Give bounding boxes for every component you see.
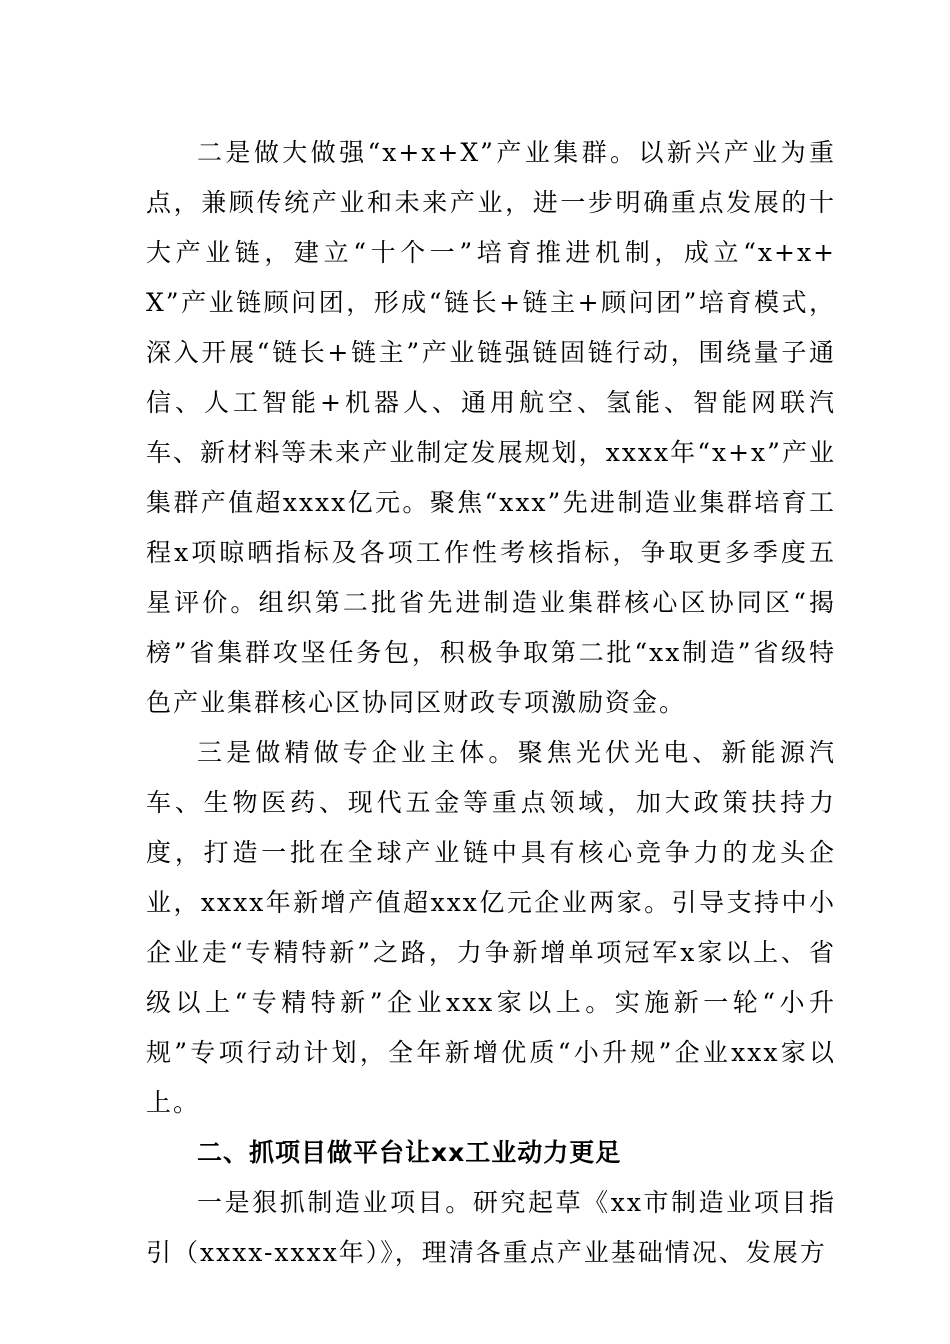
paragraph-enterprise-entities: 三是做精做专企业主体。聚焦光伏光电、新能源汽车、生物医药、现代五金等重点领域，加大政策扶持力度，打造一批在全球产业链中具有核心竞争力的龙头企业，xxxx年新增产值超xxx亿元企业两家。引导支持中小企业走“专精特新”之路，力争新增单项冠军x家以上、省级以上“专精特新”企业xxx家以上。实施新一轮“小升规”专项行动计划，全年新增优质“小升规”企业xxx家以上。 (146, 738, 836, 1117)
document-page (146, 128, 836, 1278)
section-heading: 二、抓项目做平台让xx工业动力更足 (197, 1138, 622, 1167)
paragraph-industrial-clusters: 二是做大做强“x+x+X”产业集群。以新兴产业为重点，兼顾传统产业和未来产业，进一步明确重点发展的十大产业链，建立“十个一”培育推进机制，成立“x+x+X”产业链顾问团，形成“链长+链主+顾问团”培育模式，深入开展“链长+链主”产业链强链固链行动，围绕量子通信、人工智能+机器人、通用航空、氢能、智能网联汽车、新材料等未来产业制定发展规划，xxxx年“x+x”产业集群产值超xxxx亿元。聚焦“xxx”先进制造业集群培育工程x项晾晒指标及各项工作性考核指标，争取更多季度五星评价。组织第二批省先进制造业集群核心区协同区“揭榜”省集群攻坚任务包，积极争取第二批“xx制造”省级特色产业集群核心区协同区财政专项激励资金。 (146, 138, 836, 717)
paragraph-manufacturing-projects: 一是狠抓制造业项目。研究起草《xx市制造业项目指引（xxxx-xxxx年）》，理清各重点产业基础情况、发展方 (146, 1188, 836, 1267)
